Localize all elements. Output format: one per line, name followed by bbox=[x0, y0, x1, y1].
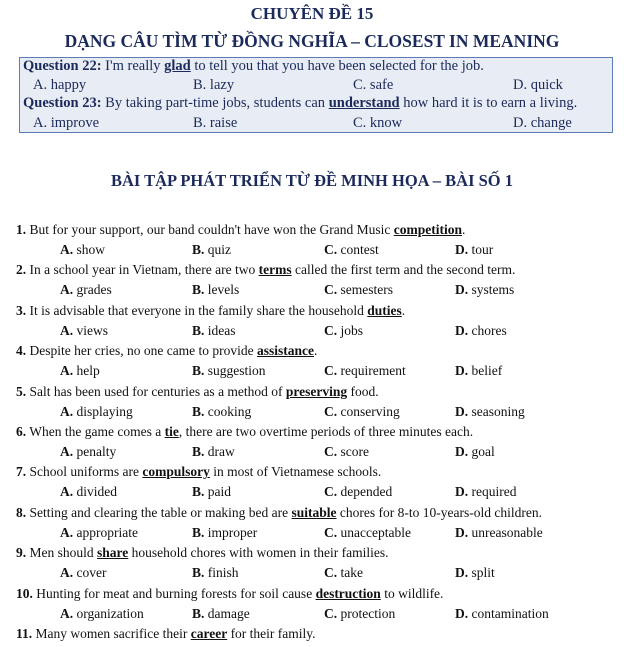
option-text: depended bbox=[337, 484, 393, 500]
option-letter: C. bbox=[324, 403, 338, 419]
option-letter: A. bbox=[60, 605, 74, 621]
option-letter: C. bbox=[324, 282, 338, 298]
example-option: D. change bbox=[513, 115, 572, 131]
option-text: contest bbox=[337, 242, 379, 257]
answer-option bbox=[192, 565, 239, 581]
example-question-22: Question 22: I'm really glad to tell you that you have been selected for the job. bbox=[23, 58, 484, 74]
option-text: levels bbox=[204, 282, 240, 298]
example-box bbox=[19, 57, 613, 133]
answer-option bbox=[324, 444, 369, 460]
answer-option bbox=[324, 282, 393, 298]
option-letter: D. bbox=[455, 363, 469, 379]
option-letter: D. bbox=[455, 444, 469, 459]
example-option: C. safe bbox=[353, 77, 394, 93]
example-question-23: Question 23: By taking part-time jobs, students can understand how hard it is to earn a living. bbox=[23, 95, 578, 111]
answer-option bbox=[324, 242, 379, 258]
option-text: conserving bbox=[337, 403, 400, 419]
answer-option bbox=[192, 444, 235, 460]
question-text: . bbox=[314, 343, 318, 359]
question-text: Despite her cries, no one came to provide bbox=[26, 343, 258, 359]
question-text: . bbox=[462, 222, 466, 237]
question-text: But for your support, our band couldn't have won the Grand Music bbox=[26, 222, 394, 237]
question-number: 11. bbox=[16, 626, 33, 641]
option-letter: C. bbox=[324, 242, 338, 257]
question-text: in most of Vietnamese schools. bbox=[209, 464, 382, 480]
question-number: 2. bbox=[16, 262, 27, 278]
option-text: belief bbox=[468, 363, 503, 379]
answer-option bbox=[455, 565, 495, 581]
section-title: BÀI TẬP PHÁT TRIỂN TỪ ĐỀ MINH HỌA – BÀI SỐ 1 bbox=[110, 171, 514, 190]
keyword: suitable bbox=[291, 504, 337, 520]
option-letter: B. bbox=[192, 363, 205, 379]
option-letter: D. bbox=[455, 484, 469, 500]
answer-option bbox=[60, 525, 138, 541]
option-text: tour bbox=[468, 242, 494, 257]
question-8 bbox=[16, 505, 542, 521]
option-text: take bbox=[337, 565, 363, 581]
question-10 bbox=[16, 586, 443, 602]
option-letter: A. bbox=[60, 282, 74, 298]
question-6 bbox=[16, 424, 473, 440]
option-letter: D. bbox=[455, 242, 469, 257]
answer-option bbox=[455, 606, 549, 622]
option-text: cooking bbox=[204, 403, 252, 419]
option-text: finish bbox=[204, 565, 239, 581]
option-letter: A. bbox=[60, 484, 74, 500]
answer-option bbox=[60, 404, 133, 420]
option-text: grades bbox=[73, 282, 112, 298]
answer-option bbox=[192, 404, 251, 420]
option-letter: B. bbox=[192, 484, 205, 500]
option-text: paid bbox=[204, 484, 232, 500]
keyword: tie bbox=[164, 424, 179, 439]
answer-option bbox=[455, 484, 516, 500]
keyword: duties bbox=[367, 302, 402, 318]
option-letter: D. bbox=[455, 605, 469, 621]
answer-option bbox=[455, 282, 514, 298]
answer-option bbox=[455, 363, 502, 379]
option-letter: A. bbox=[60, 363, 74, 379]
option-letter: C. bbox=[324, 524, 338, 540]
option-text: quiz bbox=[204, 242, 232, 257]
question-4 bbox=[16, 343, 317, 359]
option-letter: C. bbox=[324, 444, 338, 459]
answer-option bbox=[455, 404, 525, 420]
option-text: protection bbox=[337, 605, 396, 621]
option-text: score bbox=[337, 444, 369, 459]
option-text: contamination bbox=[468, 605, 549, 621]
question-text: called the first term and the second term. bbox=[291, 262, 516, 278]
question-7 bbox=[16, 464, 381, 480]
keyword: career bbox=[190, 626, 228, 641]
question-number: 7. bbox=[16, 464, 27, 480]
option-letter: B. bbox=[192, 403, 205, 419]
option-letter: C. bbox=[324, 605, 338, 621]
option-text: systems bbox=[468, 282, 515, 298]
question-3 bbox=[16, 303, 405, 319]
option-letter: B. bbox=[192, 605, 205, 621]
option-text: penalty bbox=[73, 444, 117, 459]
option-letter: B. bbox=[192, 444, 205, 459]
question-text: Men should bbox=[26, 545, 97, 561]
example-option: B. lazy bbox=[193, 77, 235, 93]
question-number: 3. bbox=[16, 302, 27, 318]
option-text: views bbox=[73, 322, 108, 338]
answer-option bbox=[60, 282, 112, 298]
answer-option bbox=[324, 606, 395, 622]
question-number: 5. bbox=[16, 383, 27, 399]
question-number: 8. bbox=[16, 504, 27, 520]
question-text: food. bbox=[347, 383, 379, 399]
option-text: ideas bbox=[204, 322, 236, 338]
answer-option bbox=[192, 363, 266, 379]
option-letter: A. bbox=[60, 444, 74, 459]
answer-option bbox=[60, 323, 108, 339]
option-text: improper bbox=[204, 524, 258, 540]
option-text: unreasonable bbox=[468, 524, 543, 540]
option-text: seasoning bbox=[468, 403, 525, 419]
answer-option bbox=[60, 444, 116, 460]
option-letter: D. bbox=[455, 403, 469, 419]
question-text: School uniforms are bbox=[26, 464, 143, 480]
answer-option bbox=[324, 484, 392, 500]
option-text: cover bbox=[73, 565, 107, 581]
question-text: . bbox=[401, 302, 406, 318]
keyword: preserving bbox=[285, 383, 348, 399]
answer-option bbox=[324, 363, 406, 379]
answer-option bbox=[192, 606, 250, 622]
question-text: It is advisable that everyone in the family share the household bbox=[26, 302, 368, 318]
question-1 bbox=[16, 222, 465, 238]
option-letter: C. bbox=[324, 565, 338, 581]
question-text: chores for 8-to 10-years-old children. bbox=[336, 504, 542, 520]
keyword: assistance bbox=[257, 343, 315, 359]
document-subtitle: DẠNG CÂU TÌM TỪ ĐỒNG NGHĨA – CLOSEST IN MEANING bbox=[64, 31, 560, 51]
answer-option bbox=[60, 484, 117, 500]
example-option: C. know bbox=[353, 115, 403, 131]
question-number: 9. bbox=[16, 545, 27, 561]
answer-option bbox=[192, 282, 239, 298]
option-letter: D. bbox=[455, 565, 469, 581]
keyword: competition bbox=[393, 222, 462, 237]
option-text: appropriate bbox=[73, 524, 138, 540]
option-letter: B. bbox=[192, 322, 205, 338]
question-9 bbox=[16, 545, 388, 561]
question-number: 4. bbox=[16, 343, 27, 359]
answer-option bbox=[192, 242, 231, 258]
option-text: required bbox=[468, 484, 517, 500]
option-letter: C. bbox=[324, 363, 338, 379]
question-text: household chores with women in their families. bbox=[128, 545, 389, 561]
example-option: A. happy bbox=[33, 77, 87, 93]
question-number: 10. bbox=[16, 585, 33, 601]
option-text: jobs bbox=[337, 322, 364, 338]
option-text: divided bbox=[73, 484, 117, 500]
question-5 bbox=[16, 384, 379, 400]
option-text: help bbox=[73, 363, 100, 379]
question-number: 6. bbox=[16, 424, 27, 439]
question-text: When the game comes a bbox=[26, 424, 165, 439]
answer-option bbox=[192, 323, 236, 339]
answer-option bbox=[60, 606, 144, 622]
answer-option bbox=[324, 525, 411, 541]
option-letter: D. bbox=[455, 322, 469, 338]
option-text: draw bbox=[204, 444, 235, 459]
option-letter: D. bbox=[455, 524, 469, 540]
example-option: B. raise bbox=[193, 115, 238, 131]
answer-option bbox=[60, 242, 105, 258]
option-letter: B. bbox=[192, 565, 205, 581]
question-text: Hunting for meat and burning forests for soil cause bbox=[32, 585, 316, 601]
example-option: A. improve bbox=[33, 115, 100, 131]
answer-option bbox=[192, 484, 231, 500]
question-2 bbox=[16, 262, 515, 278]
question-text: , there are two overtime periods of three minutes each. bbox=[178, 424, 474, 439]
answer-option bbox=[324, 323, 363, 339]
keyword: destruction bbox=[315, 585, 381, 601]
option-text: requirement bbox=[337, 363, 406, 379]
option-text: show bbox=[73, 242, 106, 257]
option-text: damage bbox=[204, 605, 250, 621]
question-text: Salt has been used for centuries as a method of bbox=[26, 383, 286, 399]
keyword: terms bbox=[258, 262, 292, 278]
question-number: 1. bbox=[16, 222, 27, 237]
example-option: D. quick bbox=[513, 77, 563, 93]
option-text: split bbox=[468, 565, 495, 581]
answer-option bbox=[192, 525, 257, 541]
answer-option bbox=[455, 242, 493, 258]
question-text: for their family. bbox=[227, 626, 316, 641]
option-letter: C. bbox=[324, 322, 338, 338]
answer-option bbox=[60, 363, 100, 379]
answer-option bbox=[455, 525, 543, 541]
answer-option bbox=[455, 323, 507, 339]
question-text: In a school year in Vietnam, there are two bbox=[26, 262, 259, 278]
option-letter: A. bbox=[60, 565, 74, 581]
keyword: share bbox=[97, 545, 129, 561]
answer-option bbox=[455, 444, 495, 460]
answer-option bbox=[324, 565, 363, 581]
answer-option bbox=[324, 404, 400, 420]
answer-option bbox=[60, 565, 106, 581]
option-letter: B. bbox=[192, 282, 205, 298]
keyword: compulsory bbox=[142, 464, 210, 480]
option-text: displaying bbox=[73, 403, 133, 419]
document-title: CHUYÊN ĐỀ 15 bbox=[250, 4, 374, 23]
option-letter: B. bbox=[192, 242, 205, 257]
option-letter: A. bbox=[60, 524, 74, 540]
option-letter: D. bbox=[455, 282, 469, 298]
option-letter: C. bbox=[324, 484, 338, 500]
option-letter: A. bbox=[60, 403, 74, 419]
option-text: unacceptable bbox=[337, 524, 411, 540]
option-letter: A. bbox=[60, 322, 74, 338]
option-text: chores bbox=[468, 322, 507, 338]
question-text: to wildlife. bbox=[380, 585, 444, 601]
question-text: Setting and clearing the table or making bed are bbox=[26, 504, 292, 520]
option-text: semesters bbox=[337, 282, 393, 298]
option-letter: B. bbox=[192, 524, 205, 540]
option-text: goal bbox=[468, 444, 495, 459]
question-text: Many women sacrifice their bbox=[32, 626, 191, 641]
option-text: suggestion bbox=[204, 363, 266, 379]
question-11 bbox=[16, 626, 316, 642]
option-text: organization bbox=[73, 605, 144, 621]
option-letter: A. bbox=[60, 242, 74, 257]
